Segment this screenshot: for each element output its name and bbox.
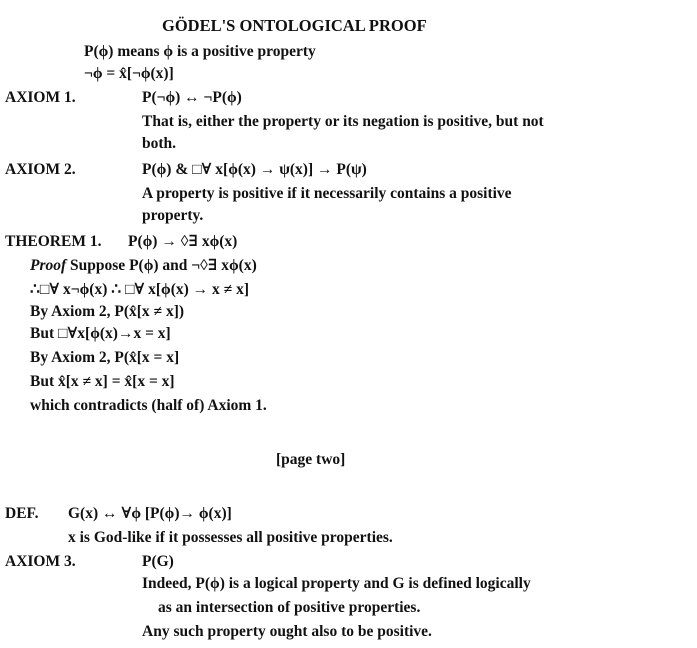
proof-supposition: Suppose P(ϕ) and ¬◊∃ xϕ(x) xyxy=(66,257,257,274)
axiom3-explanation-line2: as an intersection of positive properties. xyxy=(158,599,421,616)
axiom2-explanation-line2: property. xyxy=(142,207,204,224)
theorem1-label: THEOREM 1. xyxy=(5,233,102,250)
axiom3-label: AXIOM 3. xyxy=(5,553,76,570)
theorem1-formula: P(ϕ) → ◊∃ xϕ(x) xyxy=(128,233,238,250)
axiom2-formula: P(ϕ) & □∀ x[ϕ(x) → ψ(x)] → P(ψ) xyxy=(142,161,367,178)
def-explanation: x is God-like if it possesses all positive properties. xyxy=(68,529,393,546)
proof-step: But x̂[x ≠ x] = x̂[x = x] xyxy=(30,373,175,390)
proof-conclusion: which contradicts (half of) Axiom 1. xyxy=(30,397,267,414)
proof-intro xyxy=(30,256,257,276)
proof-step: By Axiom 2, P(x̂[x = x] xyxy=(30,349,180,366)
axiom1-formula: P(¬ϕ) ↔ ¬P(ϕ) xyxy=(142,89,242,106)
axiom2-label: AXIOM 2. xyxy=(5,161,76,178)
axiom3-explanation-line3: Any such property ought also to be positive. xyxy=(142,623,432,640)
proof-step: But □∀x[ϕ(x)→x = x] xyxy=(30,325,171,342)
axiom3-formula: P(G) xyxy=(142,553,174,570)
axiom1-explanation-line2: both. xyxy=(142,135,177,152)
def-formula: G(x) ↔ ∀ϕ [P(ϕ)→ ϕ(x)] xyxy=(68,505,232,522)
def-label: DEF. xyxy=(5,505,39,522)
definition-positive: P(ϕ) means ϕ is a positive property xyxy=(84,43,316,60)
proof-step: By Axiom 2, P(x̂[x ≠ x]) xyxy=(30,303,185,320)
axiom1-label: AXIOM 1. xyxy=(5,89,76,106)
document-title: GÖDEL'S ONTOLOGICAL PROOF xyxy=(162,16,427,35)
page-marker: [page two] xyxy=(276,451,346,468)
axiom2-explanation-line1: A property is positive if it necessarily contains a positive xyxy=(142,185,512,202)
proof-word: Proof xyxy=(30,257,67,274)
axiom1-explanation-line1: That is, either the property or its negation is positive, but not xyxy=(142,113,544,130)
proof-step: ∴□∀ x¬ϕ(x) ∴ □∀ x[ϕ(x) → x ≠ x] xyxy=(30,281,249,298)
definition-negation: ¬ϕ = x̂[¬ϕ(x)] xyxy=(84,65,174,82)
axiom3-explanation-line1: Indeed, P(ϕ) is a logical property and G is defined logically xyxy=(142,575,531,592)
